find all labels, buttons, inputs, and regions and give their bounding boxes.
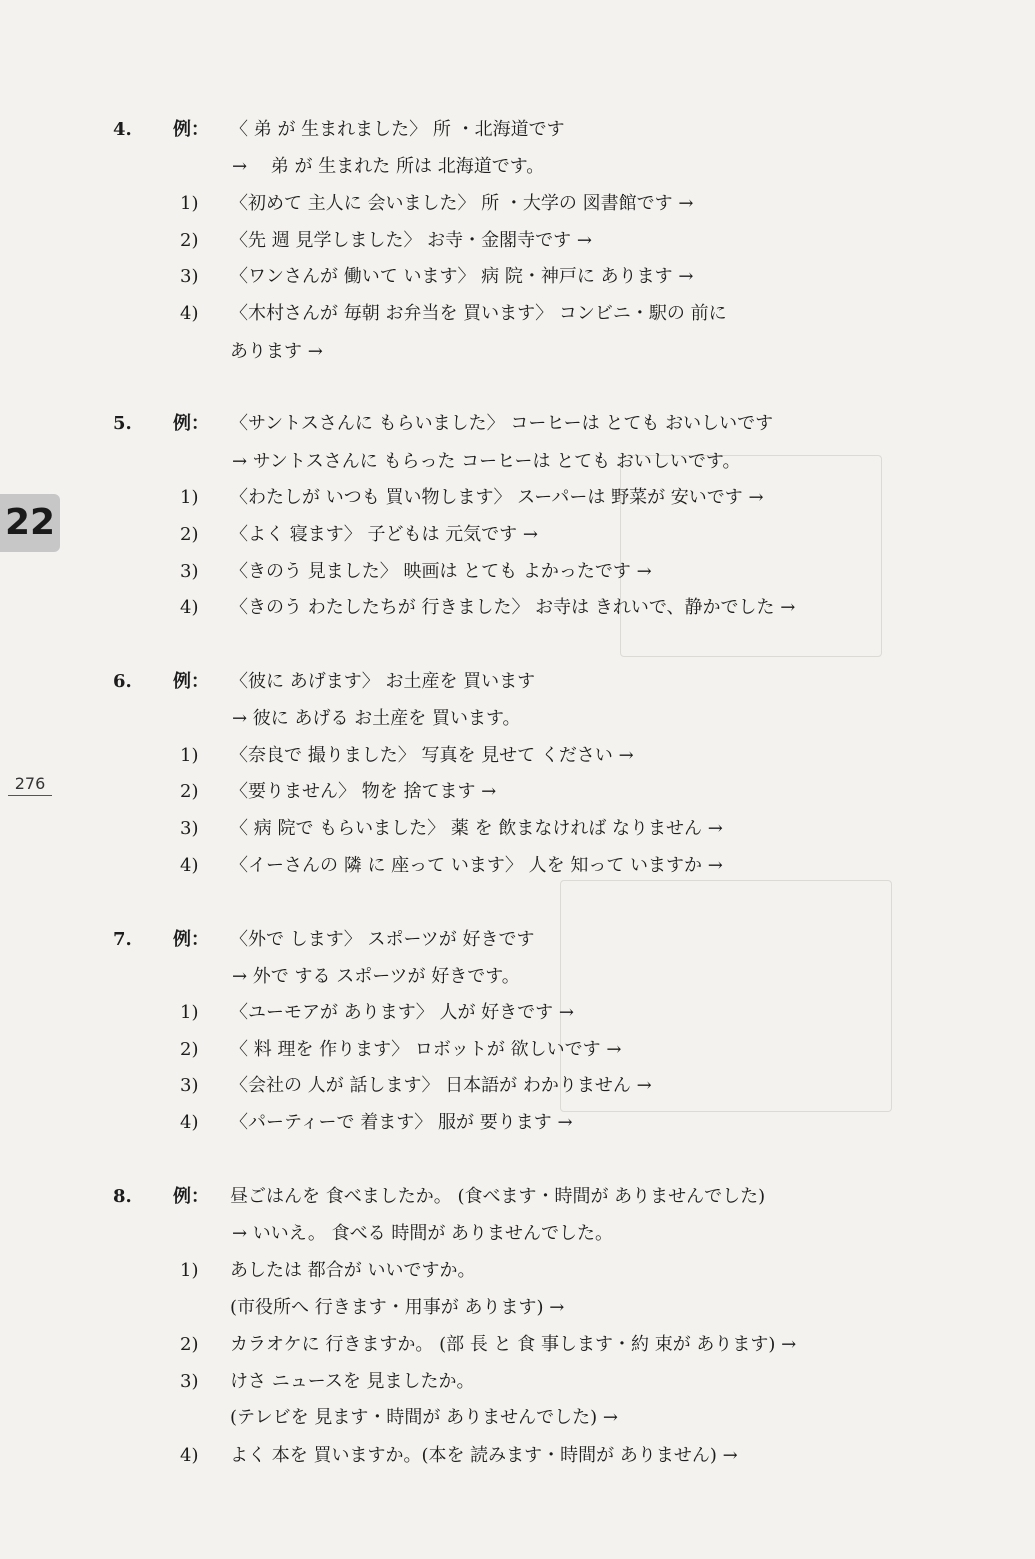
example-label: 例：	[173, 119, 209, 140]
example-question: 〈彼に あげます〉 お土産を 買います	[230, 671, 536, 692]
item-text: 〈よく 寝ます〉 子どもは 元気です →	[230, 524, 538, 545]
item-number: 3)	[180, 266, 199, 287]
item-text: 〈きのう わたしたちが 行きました〉 お寺は きれいで、静かでした →	[230, 597, 796, 618]
section-number: 7.	[113, 929, 132, 950]
item-number: 3)	[180, 1075, 199, 1096]
item-text: 〈先 週 見学しました〉 お寺・金閣寺です →	[230, 230, 592, 251]
item-number: 3)	[180, 561, 199, 582]
item-text-continued: あります →	[230, 341, 323, 362]
example-answer: → 彼に あげる お土産を 買います。	[232, 708, 521, 729]
section-number: 6.	[113, 671, 132, 692]
item-text: 〈ユーモアが あります〉 人が 好きです →	[230, 1002, 574, 1023]
item-number: 1)	[180, 1002, 199, 1023]
item-number: 2)	[180, 524, 199, 545]
item-text: 〈イーさんの 隣 に 座って います〉 人を 知って いますか →	[230, 855, 723, 876]
item-number: 3)	[180, 1371, 199, 1392]
example-answer: → サントスさんに もらった コーヒーは とても おいしいです。	[232, 451, 741, 472]
item-number: 2)	[180, 1039, 199, 1060]
chapter-tab: 22	[0, 494, 60, 552]
item-text: 〈 病 院で もらいました〉 薬 を 飲まなければ なりません →	[230, 818, 723, 839]
item-text: 〈 料 理を 作ります〉 ロボットが 欲しいです →	[230, 1039, 622, 1060]
item-number: 4)	[180, 303, 199, 324]
item-number: 1)	[180, 193, 199, 214]
item-text: 〈会社の 人が 話します〉 日本語が わかりません →	[230, 1075, 652, 1096]
item-text: よく 本を 買いますか。(本を 読みます・時間が ありません) →	[230, 1445, 738, 1466]
item-text: 〈パーティーで 着ます〉 服が 要ります →	[230, 1112, 573, 1133]
item-number: 1)	[180, 1260, 199, 1281]
example-label: 例：	[173, 929, 209, 950]
example-answer: → 弟 が 生まれた 所は 北海道です。	[232, 156, 545, 177]
item-text-continued: (市役所へ 行きます・用事が あります) →	[230, 1297, 565, 1318]
item-number: 2)	[180, 1334, 199, 1355]
example-answer: → いいえ。 食べる 時間が ありませんでした。	[232, 1223, 614, 1244]
section-number: 8.	[113, 1186, 132, 1207]
item-number: 2)	[180, 781, 199, 802]
example-question: 〈サントスさんに もらいました〉 コーヒーは とても おいしいです	[230, 413, 774, 434]
item-text: 〈初めて 主人に 会いました〉 所 ・大学の 図書館です →	[230, 193, 694, 214]
example-label: 例：	[173, 413, 209, 434]
item-number: 4)	[180, 597, 199, 618]
item-number: 1)	[180, 745, 199, 766]
example-label: 例：	[173, 1186, 209, 1207]
example-answer: → 外で する スポーツが 好きです。	[232, 966, 520, 987]
item-text: 〈きのう 見ました〉 映画は とても よかったです →	[230, 561, 652, 582]
section-number: 4.	[113, 119, 132, 140]
page-number: 276	[8, 774, 52, 796]
section-number: 5.	[113, 413, 132, 434]
item-number: 2)	[180, 230, 199, 251]
example-label: 例：	[173, 671, 209, 692]
item-number: 3)	[180, 818, 199, 839]
item-number: 1)	[180, 487, 199, 508]
item-text: 〈要りません〉 物を 捨てます →	[230, 781, 497, 802]
item-text: 〈ワンさんが 働いて います〉 病 院・神戸に あります →	[230, 266, 694, 287]
item-text-continued: (テレビを 見ます・時間が ありませんでした) →	[230, 1407, 618, 1428]
example-question: 〈 弟 が 生まれました〉 所 ・北海道です	[230, 119, 565, 140]
item-text: 〈奈良で 撮りました〉 写真を 見せて ください →	[230, 745, 634, 766]
item-number: 4)	[180, 1445, 199, 1466]
item-text: カラオケに 行きますか。 (部 長 と 食 事します・約 束が あります) →	[230, 1334, 797, 1355]
item-number: 4)	[180, 855, 199, 876]
item-text: あしたは 都合が いいですか。	[230, 1260, 476, 1281]
item-text: 〈木村さんが 毎朝 お弁当を 買います〉 コンビニ・駅の 前に	[230, 303, 727, 324]
example-question: 昼ごはんを 食べましたか。 (食べます・時間が ありませんでした)	[230, 1186, 766, 1207]
item-number: 4)	[180, 1112, 199, 1133]
item-text: 〈わたしが いつも 買い物します〉 スーパーは 野菜が 安いです →	[230, 487, 764, 508]
item-text: けさ ニュースを 見ましたか。	[230, 1371, 475, 1392]
example-question: 〈外で します〉 スポーツが 好きです	[230, 929, 535, 950]
